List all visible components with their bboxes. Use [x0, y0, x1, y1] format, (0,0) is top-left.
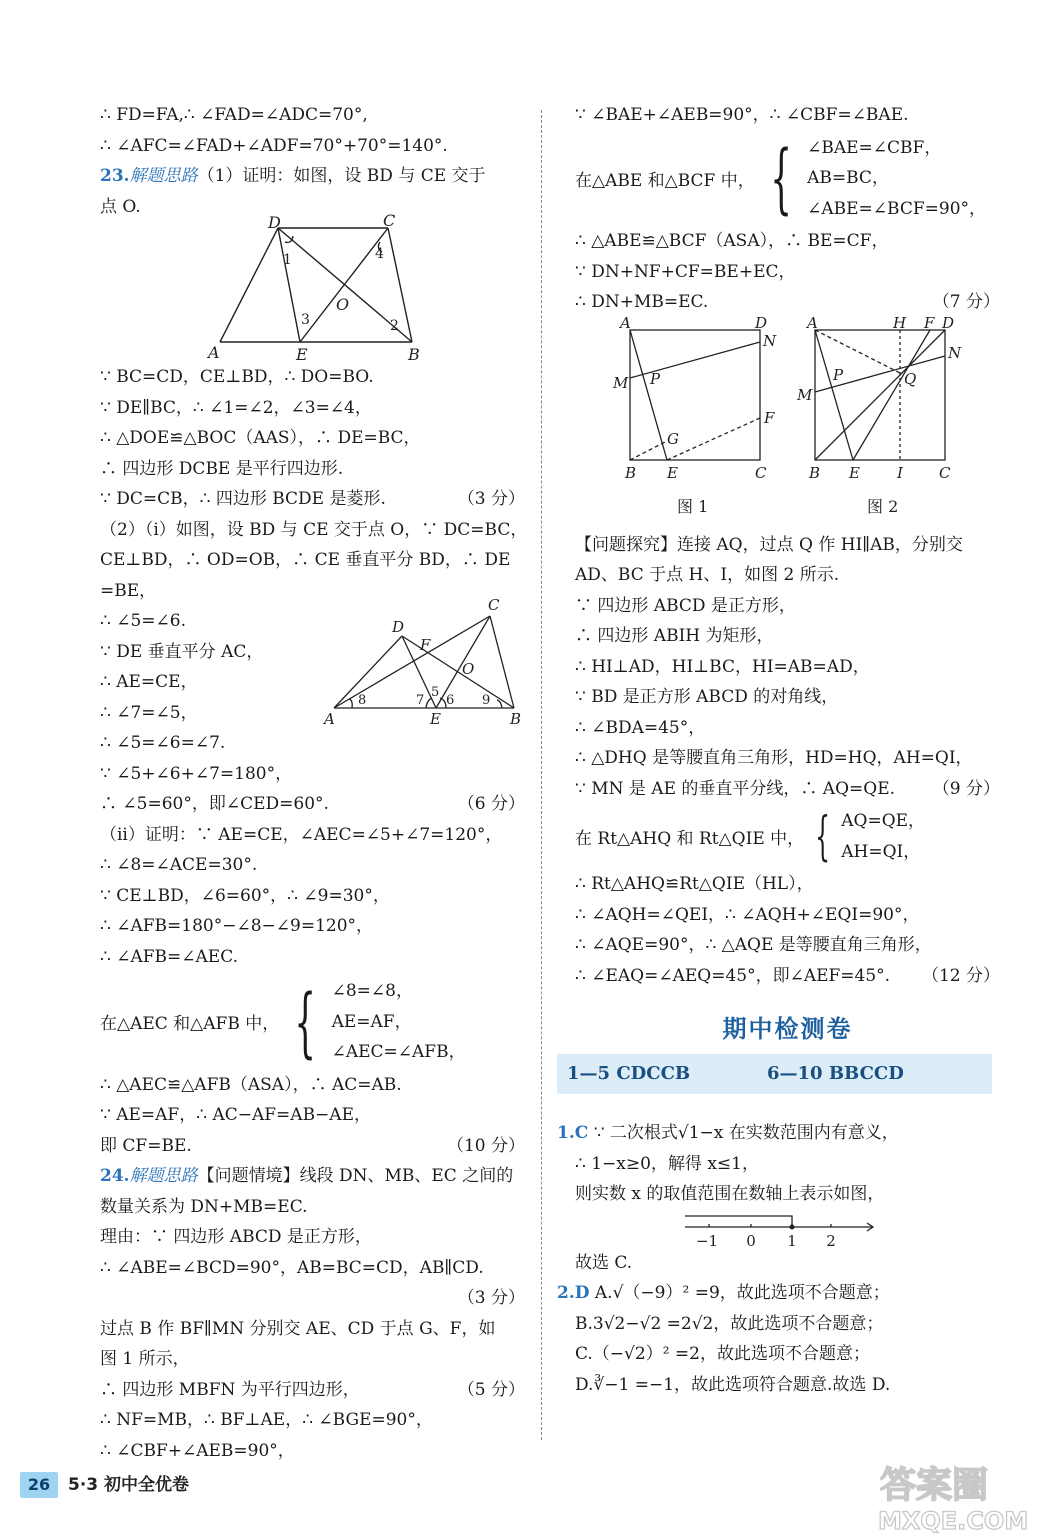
text-line: ∴ 1−x≥0，解得 x≤1，	[575, 1153, 759, 1174]
text-line: ∴ △ABE≌△BCF（ASA），∴ BE=CF，	[575, 231, 889, 251]
text-line: ∴ △DHQ 是等腰直角三角形，HD=HQ，AH=QI，	[575, 748, 973, 768]
figure-squares	[575, 313, 1000, 530]
text-line: ∴ HI⊥AD，HI⊥BC，HI=AB=AD，	[575, 656, 870, 677]
label-D: D	[392, 618, 405, 636]
question-number: 1.C	[557, 1123, 589, 1143]
fig1-F: F	[764, 408, 775, 427]
text-line: ∴ ∠7=∠5，	[100, 702, 198, 723]
fig2-F: F	[924, 313, 935, 332]
fig2-I: I	[897, 463, 903, 482]
text-line	[100, 1375, 525, 1406]
system-row: ∠ABE=∠BCF=90°，	[807, 198, 987, 219]
text-line: 理由：∵ 四边形 ABCD 是正方形，	[100, 1227, 372, 1247]
system-row: ∠BAE=∠CBF，	[807, 137, 942, 158]
system-row: AB=BC，	[807, 168, 889, 188]
tick-label: 0	[746, 1231, 756, 1250]
fig1-E: E	[667, 463, 678, 482]
question-text: A.√（−9）² =9，故此选项不合题意；	[594, 1283, 890, 1303]
question-number: 2.D	[557, 1283, 590, 1303]
label-E: E	[430, 710, 441, 728]
text-line: （2）（i）如图，设 BD 与 CE 交于点 O，∵ DC=BC，	[100, 519, 528, 540]
line-text: ∵ DC=CB，∴ 四边形 BCDE 是菱形.	[100, 489, 386, 509]
angle-9: 9	[482, 693, 491, 708]
text-line	[100, 789, 525, 820]
angle-6: 6	[446, 693, 455, 708]
angle-5: 5	[431, 685, 440, 700]
number-line	[575, 1210, 1000, 1248]
fig2-H: H	[893, 313, 907, 332]
figure-triangle	[322, 596, 527, 726]
text-line: CE⊥BD，∴ OD=OB，∴ CE 垂直平分 BD，∴ DE	[100, 550, 511, 570]
fig2-Q: Q	[904, 369, 917, 388]
fig1-D: D	[755, 313, 768, 332]
label-D: D	[268, 213, 281, 232]
page-footer	[0, 1470, 230, 1502]
system-row: ∠AEC=∠AFB，	[331, 1042, 466, 1062]
score: （9 分）	[932, 778, 1000, 799]
brace-icon: {	[815, 806, 831, 867]
book-title: 5·3 初中全优卷	[68, 1475, 190, 1495]
left-column	[100, 100, 528, 1466]
fig1-N: N	[763, 331, 777, 350]
text-line: ∵ DN+NF+CF=BE+EC，	[575, 261, 796, 282]
text-line: ∴ ∠AQH=∠QEI，∴ ∠AQH+∠EQI=90°，	[575, 904, 920, 925]
question-24-header	[100, 1161, 525, 1192]
fig2-P: P	[833, 365, 844, 384]
caption-figure-2: 图 2	[867, 496, 899, 516]
tick-label: 2	[826, 1231, 836, 1250]
text-line: ∴ ∠ABE=∠BCD=90°，AB=BC=CD，AB∥CD.	[100, 1257, 484, 1278]
equation-system	[100, 976, 525, 1068]
angle-2: 2	[390, 318, 399, 334]
label-O: O	[336, 295, 350, 314]
text-line: ∴ 四边形 ABIH 为矩形，	[575, 626, 774, 646]
text-line: 故选 C.	[575, 1252, 633, 1273]
text-line: （ii）证明：∵ AE=CE，∠AEC=∠5+∠7=120°，	[100, 824, 503, 845]
page-number: 26	[20, 1472, 58, 1498]
watermark-text-2: MXQE.COM	[878, 1507, 1029, 1535]
figure-rhombus-svg	[100, 211, 525, 364]
system-prefix: 在 Rt△AHQ 和 Rt△QIE 中，	[575, 829, 805, 849]
fig2-D: D	[942, 313, 955, 332]
fig2-N: N	[948, 343, 962, 362]
text-line	[100, 484, 525, 515]
solution-tag: 解题思路	[129, 166, 198, 186]
line-text: ∴ DN+MB=EC.	[575, 292, 709, 312]
part-2-block	[100, 596, 525, 820]
line-text: ∴ ∠5=60°，即∠CED=60°.	[100, 794, 329, 814]
angle-3: 3	[301, 312, 310, 328]
label-B: B	[408, 345, 420, 364]
text-line: ∴ 四边形 DCBE 是平行四边形.	[100, 458, 344, 479]
fig1-C: C	[755, 463, 767, 482]
angle-7: 7	[416, 693, 425, 708]
text-line: 【问题探究】连接 AQ，过点 Q 作 HI∥AB，分别交	[575, 534, 963, 555]
question-text: 【问题情境】线段 DN、MB、EC 之间的	[197, 1166, 514, 1186]
system-row: AH=QI，	[841, 841, 921, 862]
watermark-text-1: 答案圈	[880, 1465, 989, 1506]
watermark-logo	[860, 1455, 1050, 1535]
label-A: A	[208, 343, 220, 362]
text-line: 数量关系为 DN+MB=EC.	[100, 1196, 308, 1217]
text-line: ∴ △AEC≌△AFB（ASA），∴ AC=AB.	[100, 1074, 402, 1095]
text-line: ∴ FD=FA,∴ ∠FAD=∠ADC=70°,	[100, 105, 368, 125]
fig2-E: E	[849, 463, 860, 482]
text-line: ∴ ∠AQE=90°，∴ △AQE 是等腰直角三角形，	[575, 935, 932, 955]
score: （3 分）	[457, 489, 525, 509]
text-line: D.∛−1 =−1，故此选项符合题意.故选 D.	[575, 1374, 891, 1395]
text-line: ∴ Rt△AHQ≌Rt△QIE（HL），	[575, 874, 814, 894]
answers-1-5: 1—5 CDCCB	[567, 1063, 691, 1084]
text-line: ∵ BC=CD，CE⊥BD，∴ DO=BO.	[100, 367, 374, 387]
right-column	[557, 100, 1000, 1400]
text-line	[100, 1283, 525, 1314]
text-line: ∴ NF=MB，∴ BF⊥AE，∴ ∠BGE=90°，	[100, 1410, 433, 1430]
angle-4: 4	[375, 246, 384, 262]
section-title: 期中检测卷	[722, 1014, 853, 1043]
label-O: O	[462, 660, 475, 678]
text-line	[557, 1278, 1000, 1309]
text-line: ∴ ∠AFB=∠AEC.	[100, 946, 239, 967]
angle-8: 8	[358, 693, 367, 708]
tick-label: 1	[787, 1231, 797, 1250]
system-row: ∠8=∠8，	[331, 981, 413, 1001]
answers-6-10: 6—10 BBCCD	[767, 1063, 904, 1084]
score: （10 分）	[446, 1135, 525, 1156]
watermark-svg	[860, 1455, 1050, 1535]
fig2-M: M	[797, 385, 813, 404]
score: （6 分）	[457, 794, 525, 814]
text-line: ∵ BD 是正方形 ABCD 的对角线，	[575, 687, 839, 707]
text-line	[100, 1131, 525, 1162]
text-line: ∴ △DOE≌△BOC（AAS），∴ DE=BC，	[100, 428, 421, 448]
label-C: C	[383, 211, 396, 230]
text-line: ∴ ∠AFC=∠FAD+∠ADF=70°+70°=140°.	[100, 135, 448, 156]
equation-system	[575, 806, 1000, 867]
question-text: ∵ 二次根式√1−x 在实数范围内有意义，	[593, 1123, 899, 1143]
text-line: ∵ CE⊥BD，∠6=60°，∴ ∠9=30°，	[100, 885, 390, 906]
fig2-B: B	[809, 463, 821, 482]
text-line	[575, 961, 1000, 992]
text-line: C.（−√2）² =2，故此选项不合题意；	[575, 1344, 870, 1364]
brace-icon: {	[770, 133, 792, 223]
fig2-C: C	[939, 463, 951, 482]
system-prefix: 在△AEC 和△AFB 中，	[100, 1014, 280, 1035]
text-line	[557, 1118, 1000, 1149]
text-line	[575, 287, 1000, 318]
fig2-A: A	[807, 313, 818, 332]
label-F: F	[420, 636, 431, 654]
score: （12 分）	[921, 965, 1000, 986]
number-line-svg	[575, 1210, 1000, 1248]
fig1-P: P	[650, 369, 661, 388]
figure-rhombus	[100, 211, 525, 364]
system-row: AQ=QE，	[841, 811, 926, 831]
label-A: A	[324, 710, 335, 728]
label-C: C	[488, 596, 500, 614]
line-text: 即 CF=BE.	[100, 1135, 192, 1156]
angle-1: 1	[283, 252, 292, 268]
label-B: B	[510, 710, 522, 728]
text-line: ∴ AE=CE，	[100, 672, 198, 692]
text-line: ∴ ∠8=∠ACE=30°.	[100, 855, 258, 875]
line-text: ∴ ∠EAQ=∠AEQ=45°，即∠AEF=45°.	[575, 965, 891, 986]
text-line: ∵ DE∥BC，∴ ∠1=∠2，∠3=∠4，	[100, 397, 372, 418]
line-text: ∵ MN 是 AE 的垂直平分线，∴ AQ=QE.	[575, 778, 896, 799]
question-text: （1）证明：如图，设 BD 与 CE 交于	[197, 166, 486, 186]
text-line: 点 O.	[100, 196, 141, 217]
question-number: 24.	[100, 1166, 130, 1186]
text-line: ∵ AE=AF，∴ AC−AF=AB−AE，	[100, 1105, 371, 1125]
text-line: AD、BC 于点 H、I，如图 2 所示.	[575, 565, 840, 585]
text-line: 过点 B 作 BF∥MN 分别交 AE、CD 于点 G、F，如	[100, 1318, 496, 1339]
fig1-G: G	[667, 429, 679, 448]
brace-icon: {	[294, 976, 317, 1066]
system-prefix: 在△ABE 和△BCF 中，	[575, 170, 755, 191]
text-line	[575, 774, 1000, 805]
score: （3 分）	[457, 1288, 525, 1308]
solution-tag: 解题思路	[129, 1166, 198, 1186]
text-line: B.3√2−√2 =2√2，故此选项不合题意；	[575, 1313, 884, 1334]
text-line: ∵ 四边形 ABCD 是正方形，	[575, 595, 796, 616]
score: （7 分）	[932, 292, 1000, 312]
tick-label: −1	[695, 1231, 719, 1250]
system-row: AE=AF，	[331, 1011, 412, 1032]
line-text: ∴ 四边形 MBFN 为平行四边形，	[100, 1379, 360, 1400]
text-line: ∴ ∠BDA=45°，	[575, 717, 706, 738]
text-line: ∴ ∠CBF+∠AEB=90°，	[100, 1440, 295, 1461]
equation-system	[575, 133, 1000, 225]
label-E: E	[296, 345, 308, 364]
text-line: 图 1 所示，	[100, 1349, 190, 1369]
answer-key-bar	[557, 1054, 992, 1094]
text-line: 则实数 x 的取值范围在数轴上表示如图，	[575, 1184, 885, 1204]
fig1-M: M	[613, 373, 629, 392]
text-line: ∴ ∠5=∠6.	[100, 611, 186, 631]
text-line: =BE，	[100, 580, 157, 601]
fig1-A: A	[620, 313, 631, 332]
fig1-B: B	[625, 463, 637, 482]
question-number: 23.	[100, 166, 130, 186]
figure-squares-svg	[575, 313, 1000, 530]
question-23-header	[100, 161, 525, 192]
text-line: ∵ DE 垂直平分 AC，	[100, 641, 264, 662]
caption-figure-1: 图 1	[677, 496, 709, 516]
text-line: ∵ ∠5+∠6+∠7=180°，	[100, 763, 293, 784]
text-line: ∵ ∠BAE+∠AEB=90°，∴ ∠CBF=∠BAE.	[575, 105, 909, 125]
text-line: ∴ ∠5=∠6=∠7.	[100, 733, 226, 753]
text-line: ∴ ∠AFB=180°−∠8−∠9=120°，	[100, 916, 374, 936]
score: （5 分）	[457, 1379, 525, 1400]
column-divider	[541, 110, 542, 1440]
